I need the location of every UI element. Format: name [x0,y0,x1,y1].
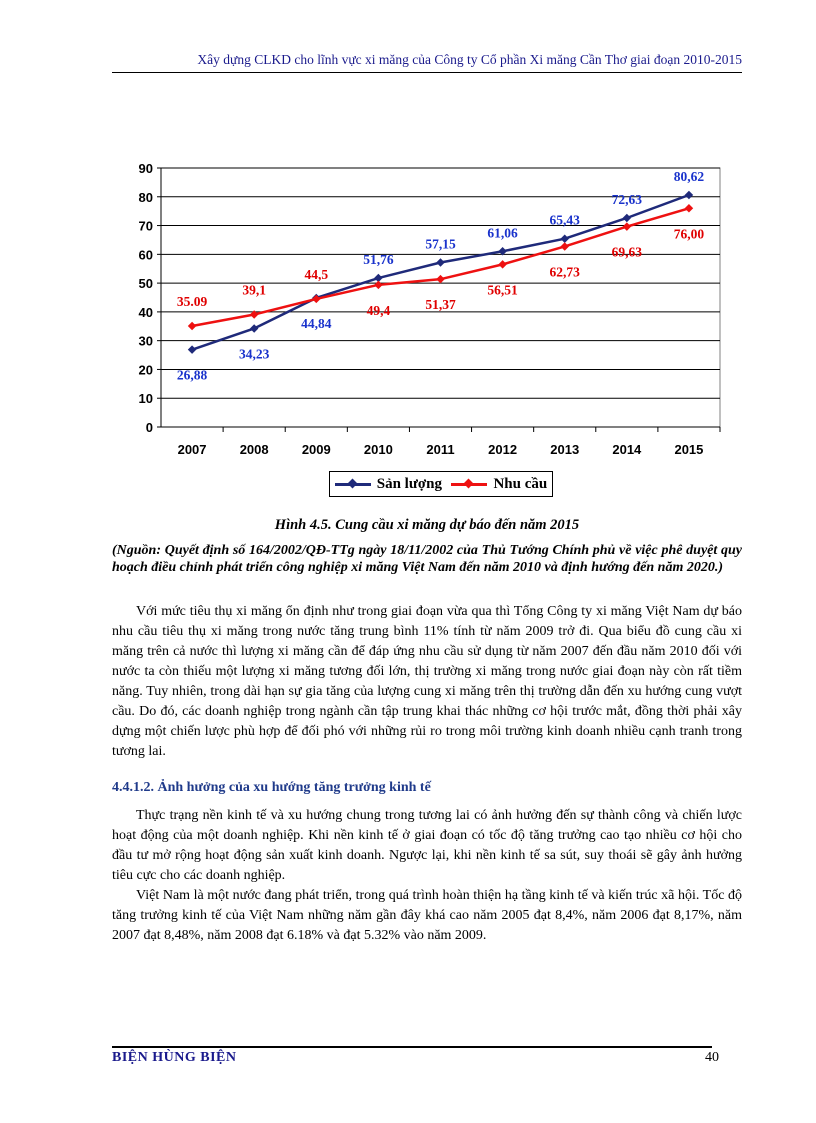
y-tick-label: 70 [138,218,153,234]
x-tick-label: 2013 [550,442,580,457]
data-label: 61,06 [487,225,518,241]
data-label: 62,73 [549,264,580,280]
page-number: 40 [705,1050,719,1065]
legend-swatch-demand [451,483,487,486]
legend-item-production [335,476,442,493]
data-label: 72,63 [611,191,643,207]
data-label: 69,63 [611,244,643,260]
body-paragraph-1: Với mức tiêu thụ xi măng ổn định như trong giai đoạn vừa qua thì Tổng Công ty xi măng Việt Nam dự báo nhu cầu tiêu thụ xi măng trong nước tăng trung bình 11% tính từ năm 2009 trở đi. Qua biểu đồ cung cầu xi măng trên cả nước thì lượng xi măng cần để đáp ứng nhu cầu sử dụng từ năm 2007 đến đầu năm 2010 đối với nước ta còn thiếu một lượng xi măng tương đối lớn, thị trường xi măng trong nước giai đoạn này còn rất tiềm năng. Tuy nhiên, trong dài hạn sự gia tăng của lượng cung xi măng trên thị trường dẫn đến xu hướng cung vượt cầu. Do đó, các doanh nghiệp trong ngành cần tập trung khai thác những cơ hội trước mắt, đồng thời phải xây dựng một chiến lược phù hợp để đối phó với những rủi ro trong môi trường kinh doanh nhiều cạnh tranh trong tương lai. [112,604,742,759]
figure-source: (Nguồn: Quyết định số 164/2002/QĐ-TTg ngày 18/11/2002 của Thủ Tướng Chính phủ về việc phê duyệt quy hoạch điều chỉnh phát triển công nghiệp xi măng Việt Nam đến năm 2010 và định hướng đến năm 2020.) [112,543,742,575]
y-tick-label: 60 [138,247,153,263]
footer-rule [112,1046,712,1048]
legend-item-demand [451,476,547,493]
running-header: Xây dựng CLKD cho lĩnh vực xi măng của Công ty Cổ phần Xi măng Cần Thơ giai đoạn 2010-2015 [197,52,742,67]
y-tick-label: 50 [138,276,153,292]
x-tick-label: 2011 [426,442,455,457]
x-tick-label: 2015 [674,442,704,457]
data-label: 57,15 [425,236,456,252]
data-label: 26,88 [176,367,208,383]
data-label: 44,5 [304,266,329,282]
y-tick-label: 80 [138,189,153,205]
data-label: 44,84 [301,315,332,331]
data-label: 56,51 [487,282,518,298]
x-tick-label: 2014 [612,442,642,457]
supply-demand-chart [110,150,705,470]
data-label: 76,00 [673,226,705,242]
body-paragraph-2: Thực trạng nền kinh tế và xu hướng chung trong tương lai có ảnh hưởng đến sự thành công và chiến lược hoạt động của một doanh nghiệp. Khi nền kinh tế ở giai đoạn có tốc độ tăng trưởng cao tạo nhiều cơ hội cho đầu tư mở rộng hoạt động sản xuất kinh doanh. Ngược lại, khi nền kinh tế sa sút, suy thoái sẽ gây ảnh hưởng tiêu cực cho các doanh nghiệp. [112,808,742,883]
x-tick-label: 2012 [488,442,518,457]
data-label: 80,62 [673,168,705,184]
section-heading: 4.4.1.2. Ảnh hưởng của xu hướng tăng trưởng kinh tế [112,780,431,795]
chart-legend [329,471,553,497]
y-tick-label: 90 [138,161,153,176]
y-tick-label: 40 [138,304,153,320]
y-tick-label: 30 [138,333,153,349]
x-tick-label: 2009 [301,442,331,457]
y-tick-label: 10 [138,391,153,407]
y-tick-label: 0 [145,420,153,435]
body-paragraph-3: Việt Nam là một nước đang phát triển, trong quá trình hoàn thiện hạ tầng kinh tế và kiến trúc xã hội. Tốc độ tăng trưởng kinh tế của Việt Nam những năm gần đây khá cao năm 2005 đạt 8,4%, năm 2006 đạt 8,17%, năm 2007 đạt 8,48%, năm 2008 đạt 6.18% và đạt 5.32% vào năm 2009. [112,888,742,943]
header-rule [112,72,742,73]
legend-label-production: Sản lượng [376,475,442,492]
legend-swatch-production [335,483,371,486]
data-label: 35.09 [176,294,208,310]
data-label: 65,43 [549,212,580,228]
figure-caption: Hình 4.5. Cung cầu xi măng dự báo đến năm 2015 [274,517,580,533]
data-label: 34,23 [238,346,270,362]
legend-label-demand: Nhu cầu [493,475,548,492]
x-tick-label: 2008 [239,442,269,457]
x-tick-label: 2010 [363,442,393,457]
x-tick-label: 2007 [177,442,207,457]
data-label: 39,1 [242,282,266,298]
footer-author: BIỆN HÙNG BIỆN [112,1050,237,1065]
data-label: 51,37 [425,297,456,313]
data-label: 51,76 [363,252,394,268]
y-tick-label: 20 [138,362,153,378]
data-label: 49,4 [366,302,391,318]
